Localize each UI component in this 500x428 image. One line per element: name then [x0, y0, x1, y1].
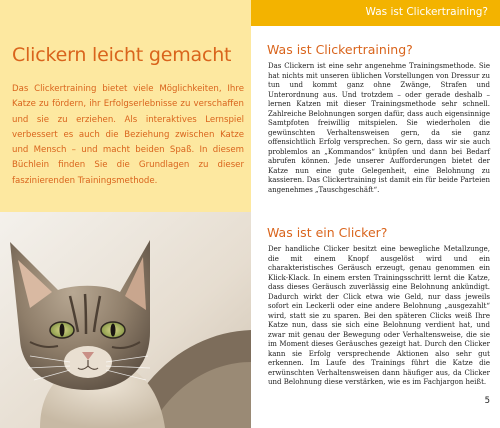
- section-text-clicker: Der handliche Clicker besitzt eine bewegliche Metallzunge, die mit einem Knopf ausgelöst wird und ein charakteristisches Geräusch erzeugt, genau genommen ein Klick-Klack. In einem ersten Trainingsschritt lernt die Katze, dass dieses Geräusch zuverlässig eine Belohnung ankündigt. Dadurch wirkt der Click etwa wie Geld, nur dass jeweils sofort ein Leckerli oder eine andere Belohnung „ausgezahlt“ wird, statt sie zu sparen. Bei den späteren Clicks weiß Ihre Katze nun, dass sie sich eine Belohnung verdient hat, und zwar mit genau der Bewegung oder Verhaltensweise, die sie im Moment dieses Geräusches gezeigt hat. Durch den Clicker kann sie Erfolg versprechende Aktionen also sehr gut erkennen. Im Laufe des Trainings führt die Katze die erwünschten Verhaltensweisen dann häufiger aus, da Clicker und Belohnung diese verstärken, wie es im Fachjargon heißt.: [268, 245, 490, 386]
- header-right-band: [251, 0, 500, 26]
- left-page: [0, 26, 251, 428]
- right-page: [251, 26, 500, 428]
- intro-paragraph: Das Clickertraining bietet viele Möglichkeiten, Ihre Katze zu fördern, ihr Erfolgserlebnisse zu verschaffen und sie zu erziehen. Als interaktives Lernspiel verbessert es auch die Beziehung zwischen Katze und Mensch – und macht beiden Spaß. In diesem Büchlein finden Sie die Grundlagen zu dieser faszinierenden Trainingsmethode.: [12, 84, 244, 186]
- cat-photo: [0, 212, 251, 428]
- section-heading-clickertraining: Was ist Clickertraining?: [267, 42, 413, 57]
- chapter-title: Clickern leicht gemacht: [12, 44, 232, 66]
- page-number: 5: [484, 396, 490, 406]
- section-text-clickertraining: Das Clickern ist eine sehr angenehme Trainingsmethode. Sie hat nichts mit unseren üblichen Vorstellungen von Dressur zu tun und kommt ganz ohne Zwänge, Strafen und Unterordnung aus. Und trotzdem – oder gerade deshalb – lernen Katzen mit dieser Trainingsmethode sehr schnell. Zahlreiche Belohnungen sorgen dafür, dass auch eigensinnige Samtpfoten freiwillig mitspielen. Sie wiederholen die gewünschten Verhaltensweisen gern, da sie ganz offensichtlich Erfolg versprechen. So gern, dass wir sie auch problemlos an „Kommandos“ knüpfen und dann bei Bedarf abrufen können. Jede unserer Aufforderungen bietet der Katze nun eine gute Gelegenheit, eine Belohnung zu kassieren. Das Clickertraining ist damit ein für beide Parteien angenehmes „Tauschgeschäft“.: [268, 62, 490, 194]
- section-heading-clicker: Was ist ein Clicker?: [267, 225, 388, 240]
- header-strip: [0, 0, 500, 26]
- running-title: Was ist Clickertraining?: [365, 6, 488, 18]
- header-left-band: [0, 0, 251, 26]
